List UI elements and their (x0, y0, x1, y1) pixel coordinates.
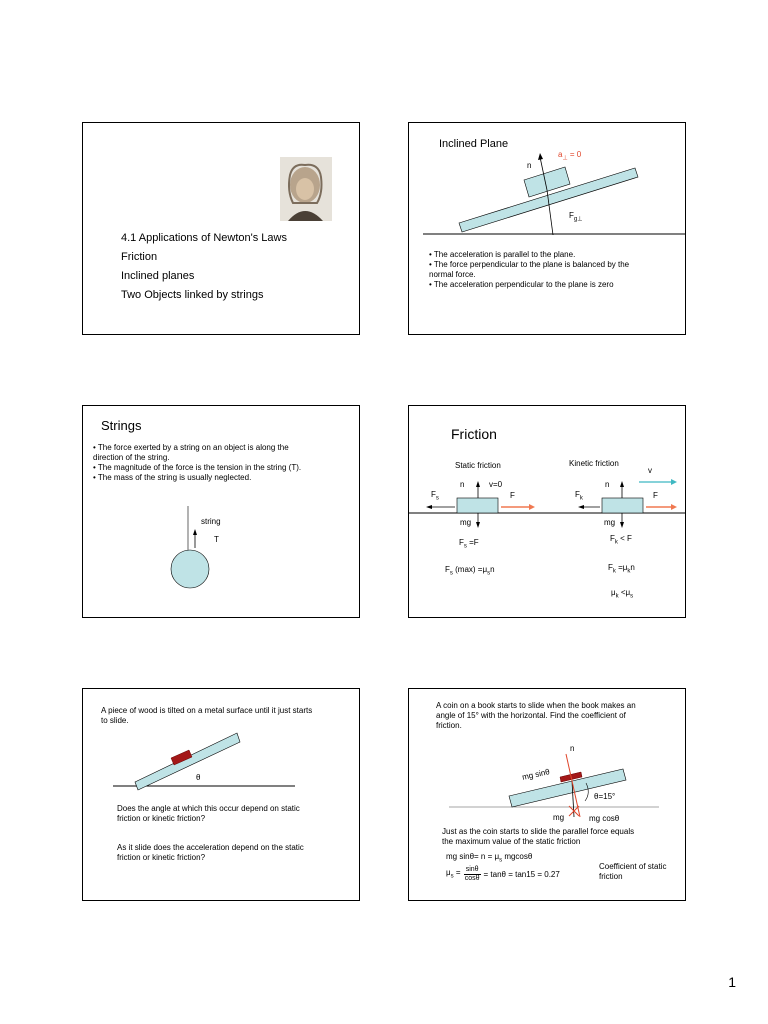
inclined-plane-diagram (409, 123, 686, 335)
string-diagram (83, 406, 360, 618)
static-f-label: F (510, 491, 515, 500)
friction-diagram (409, 406, 686, 618)
slide1-item: Friction (121, 251, 158, 263)
slide1-item: Inclined planes (121, 270, 195, 282)
slide6-para: the maximum value of the static friction (442, 837, 581, 846)
velocity-label: v (648, 466, 652, 475)
mg-sin-label: mg sinθ (521, 767, 551, 782)
slide-applications (82, 122, 360, 335)
coin-n-label: n (570, 744, 575, 753)
coin-mg-label: mg (553, 813, 565, 822)
slide-inclined-plane (408, 122, 686, 335)
slide2-title: Inclined Plane (439, 138, 509, 150)
slide6-intro: A coin on a book starts to slide when the book makes an (436, 701, 636, 710)
slide5-intro: A piece of wood is tilted on a metal surface until it just starts (101, 706, 313, 715)
page-number: 1 (728, 974, 736, 990)
accel-label: $a_\perp = 0$ (558, 150, 582, 162)
mg-cos-label: mg cosθ (589, 814, 620, 823)
theta-label: θ (196, 773, 201, 782)
slide-friction (408, 405, 686, 618)
slide2-bullet: normal force. (429, 270, 476, 279)
slide5-question: friction or kinetic friction? (117, 814, 206, 823)
static-n-label: n (460, 480, 465, 489)
tension-label: T (214, 535, 219, 544)
v-zero-label: v=0 (489, 480, 503, 489)
slide5-intro: to slide. (101, 716, 129, 725)
kinetic-f-label: F (653, 491, 658, 500)
kinetic-friction-label: Kinetic friction (569, 459, 619, 468)
slide-coin-book (408, 688, 686, 901)
static-mg-label: mg (460, 518, 472, 527)
static-friction-label: Static friction (455, 461, 501, 470)
kinetic-eq-1: $F_k < F$ (610, 534, 632, 546)
kinetic-n-label: n (605, 480, 610, 489)
kinetic-mg-label: mg (604, 518, 616, 527)
slide6-intro: friction. (436, 721, 462, 730)
static-eq-2: $F_s$ $(\max) =\mu_sn$ (445, 565, 495, 577)
slide6-para: Just as the coin starts to slide the parallel force equals (442, 827, 635, 836)
slide1-item: Two Objects linked by strings (121, 289, 264, 301)
slide5-question: As it slide does the acceleration depend on the static (117, 843, 304, 852)
normal-label: n (527, 161, 532, 170)
force-label: $F_{g\perp}$ (569, 211, 583, 223)
slide-strings (82, 405, 360, 618)
wood-tilt-diagram (83, 689, 360, 901)
slide2-bullet: • The acceleration perpendicular to the plane is zero (429, 280, 614, 289)
kinetic-eq-2: $F_k =\mu_kn$ (608, 563, 635, 575)
slide5-question: friction or kinetic friction? (117, 853, 206, 862)
static-fs-label: $F_s$ (431, 490, 439, 502)
slide3-bullet: direction of the string. (93, 453, 170, 462)
slide2-bullet: • The acceleration is parallel to the plane. (429, 250, 576, 259)
static-eq-1: $F_s =F$ (459, 538, 479, 550)
slide1-title: 4.1 Applications of Newton's Laws (121, 232, 287, 244)
equation-1: mg $\sin\theta= n = \mu_s$ mgcosθ (446, 852, 533, 864)
kinetic-fk-label: $F_k$ (575, 490, 583, 502)
slide6-intro: angle of 15° with the horizontal. Find the coefficient of (436, 711, 626, 720)
slide-wood-tilt (82, 688, 360, 901)
slide3-bullet: • The mass of the string is usually neglected. (93, 473, 252, 482)
theta-15-label: θ=15° (594, 792, 616, 801)
slide5-question: Does the angle at which this occur depend on static (117, 804, 300, 813)
coefficient-label: friction (599, 872, 623, 881)
slide4-title: Friction (451, 426, 497, 442)
coefficient-label: Coefficient of static (599, 862, 667, 871)
slide3-title: Strings (101, 418, 142, 433)
string-label: string (201, 517, 221, 526)
equation-2: $\mu_s$ = $\frac{\sin\theta}{\cos\theta}$ = tanθ = tan15 = 0.27 (446, 866, 560, 882)
slide3-bullet: • The force exerted by a string on an object is along the (93, 443, 289, 452)
slide3-bullet: • The magnitude of the force is the tension in the string (T). (93, 463, 302, 472)
slide2-bullet: • The force perpendicular to the plane is balanced by the (429, 260, 630, 269)
kinetic-eq-3: $\mu_k <\mu_s$ (611, 588, 634, 600)
